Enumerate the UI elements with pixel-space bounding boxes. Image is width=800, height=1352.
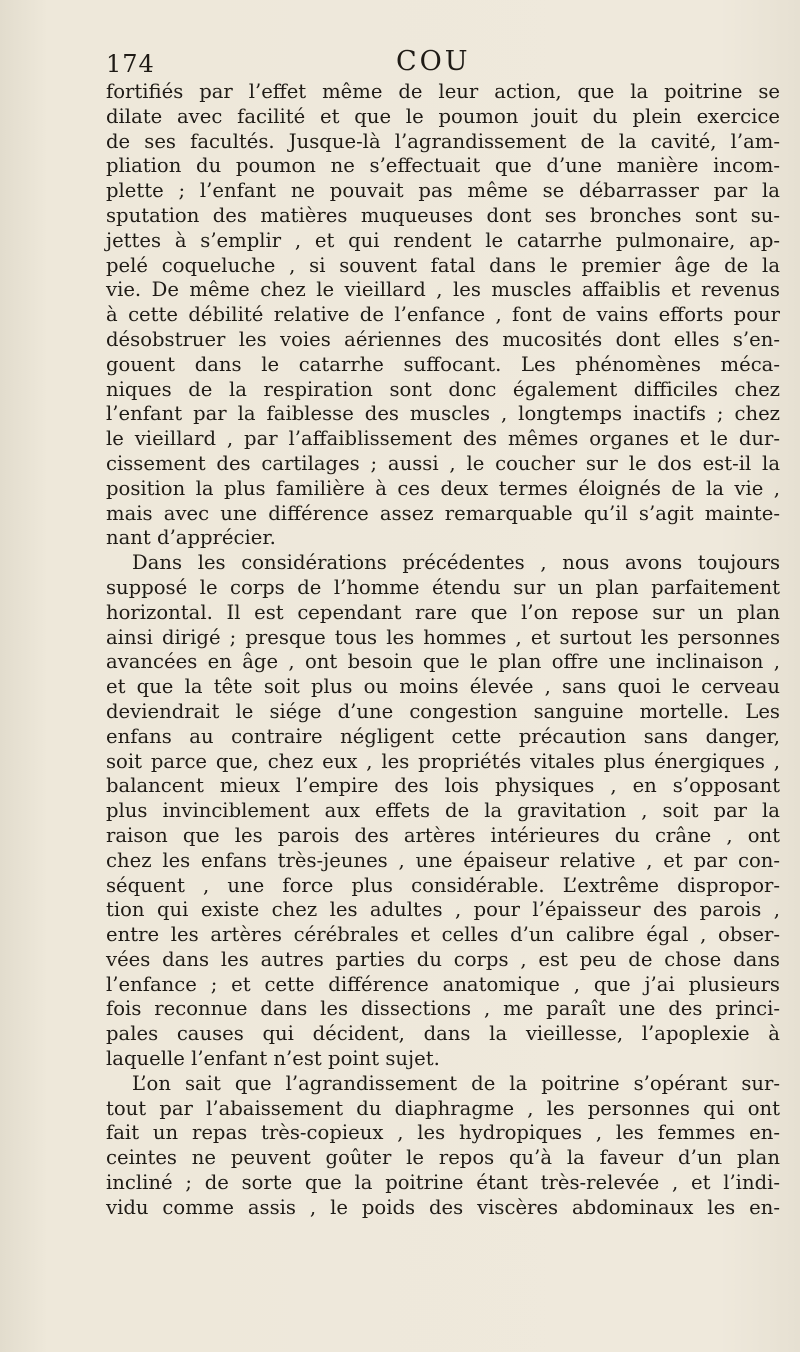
paragraph [106, 1072, 780, 1221]
text-line: séquent , une force plus considérable. L’extrême dispropor- [106, 873, 780, 897]
text-line: ceintes ne peuvent goûter le repos qu’à la faveur d’un plan [106, 1146, 780, 1170]
text-line: et que la tête soit plus ou moins élevée , sans quoi le cerveau [106, 675, 780, 699]
text-line: vées dans les autres parties du corps , est peu de chose dans [106, 947, 780, 971]
text-line: à cette débilité relative de l’enfance , font de vains efforts pour [106, 303, 780, 327]
text-line: l’enfance ; et cette différence anatomique , que j’ai plusieurs [106, 972, 780, 996]
text-line: soit parce que, chez eux , les propriétés vitales plus énergiques , [106, 749, 780, 773]
running-head: COU [396, 46, 471, 77]
text-line: gouent dans le catarrhe suffocant. Les phénomènes méca- [106, 352, 780, 376]
text-line: horizontal. Il est cependant rare que l’on repose sur un plan [106, 600, 780, 624]
text-line: enfans au contraire négligent cette précaution sans danger, [106, 724, 780, 748]
text-line: chez les enfans très-jeunes , une épaiseur relative , et par con- [106, 848, 780, 872]
text-line: supposé le corps de l’homme étendu sur un plan parfaitement [106, 575, 780, 599]
body-text [106, 80, 780, 1221]
text-line: vie. De même chez le vieillard , les muscles affaiblis et revenus [106, 278, 780, 302]
text-line: désobstruer les voies aériennes des mucosités dont elles s’en- [106, 327, 780, 351]
text-line: plus invinciblement aux effets de la gravitation , soit par la [106, 799, 780, 823]
text-line: niques de la respiration sont donc également difficiles chez [106, 377, 780, 401]
text-line: l’enfant par la faiblesse des muscles , longtemps inactifs ; chez [106, 402, 780, 426]
text-line: jettes à s’emplir , et qui rendent le catarrhe pulmonaire, ap- [106, 228, 780, 252]
text-line: vidu comme assis , le poids des viscères abdominaux les en- [106, 1195, 780, 1219]
text-line: balancent mieux l’empire des lois physiques , en s’opposant [106, 774, 780, 798]
paragraph [106, 551, 780, 1072]
text-line: mais avec une différence assez remarquable qu’il s’agit mainte- [106, 501, 780, 525]
text-line: fois reconnue dans les dissections , me paraît une des princi- [106, 997, 780, 1021]
text-line: position la plus familière à ces deux termes éloignés de la vie , [106, 476, 780, 500]
text-line: pliation du poumon ne s’effectuait que d’une manière incom- [106, 154, 780, 178]
text-line: nant d’apprécier. [106, 526, 276, 550]
text-line: le vieillard , par l’affaiblissement des mêmes organes et le dur- [106, 427, 780, 451]
text-line: fortifiés par l’effet même de leur action, que la poitrine se [106, 80, 780, 103]
page-number: 174 [106, 50, 155, 78]
page-header [106, 46, 780, 80]
text-line: sputation des matières muqueuses dont ses bronches sont su- [106, 203, 780, 227]
text-line: L’on sait que l’agrandissement de la poitrine s’opérant sur- [132, 1071, 780, 1095]
text-line: incliné ; de sorte que la poitrine étant très-relevée , et l’indi- [106, 1171, 780, 1195]
text-line: pales causes qui décident, dans la vieillesse, l’apoplexie à [106, 1022, 780, 1046]
text-line: ainsi dirigé ; presque tous les hommes , et surtout les personnes [106, 625, 780, 649]
text-line: Dans les considérations précédentes , nous avons toujours [132, 551, 780, 575]
text-line: cissement des cartilages ; aussi , le coucher sur le dos est-il la [106, 451, 780, 475]
text-line: fait un repas très-copieux , les hydropiques , les femmes en- [106, 1121, 780, 1145]
text-line: entre les artères cérébrales et celles d’un calibre égal , obser- [106, 923, 780, 947]
text-line: laquelle l’enfant n’est point sujet. [106, 1047, 440, 1071]
text-line: tout par l’abaissement du diaphragme , les personnes qui ont [106, 1096, 780, 1120]
text-line: avancées en âge , ont besoin que le plan offre une inclinaison , [106, 650, 780, 674]
text-line: plette ; l’enfant ne pouvait pas même se débarrasser par la [106, 179, 780, 203]
text-line: dilate avec facilité et que le poumon jouit du plein exercice [106, 104, 780, 128]
text-line: tion qui existe chez les adultes , pour l’épaisseur des parois , [106, 898, 780, 922]
text-line: de ses facultés. Jusque-là l’agrandissement de la cavité, l’am- [106, 129, 780, 153]
paragraph [106, 80, 780, 551]
text-line: deviendrait le siége d’une congestion sanguine mortelle. Les [106, 699, 780, 723]
text-line: raison que les parois des artères intérieures du crâne , ont [106, 823, 780, 847]
text-line: pelé coqueluche , si souvent fatal dans le premier âge de la [106, 253, 780, 277]
